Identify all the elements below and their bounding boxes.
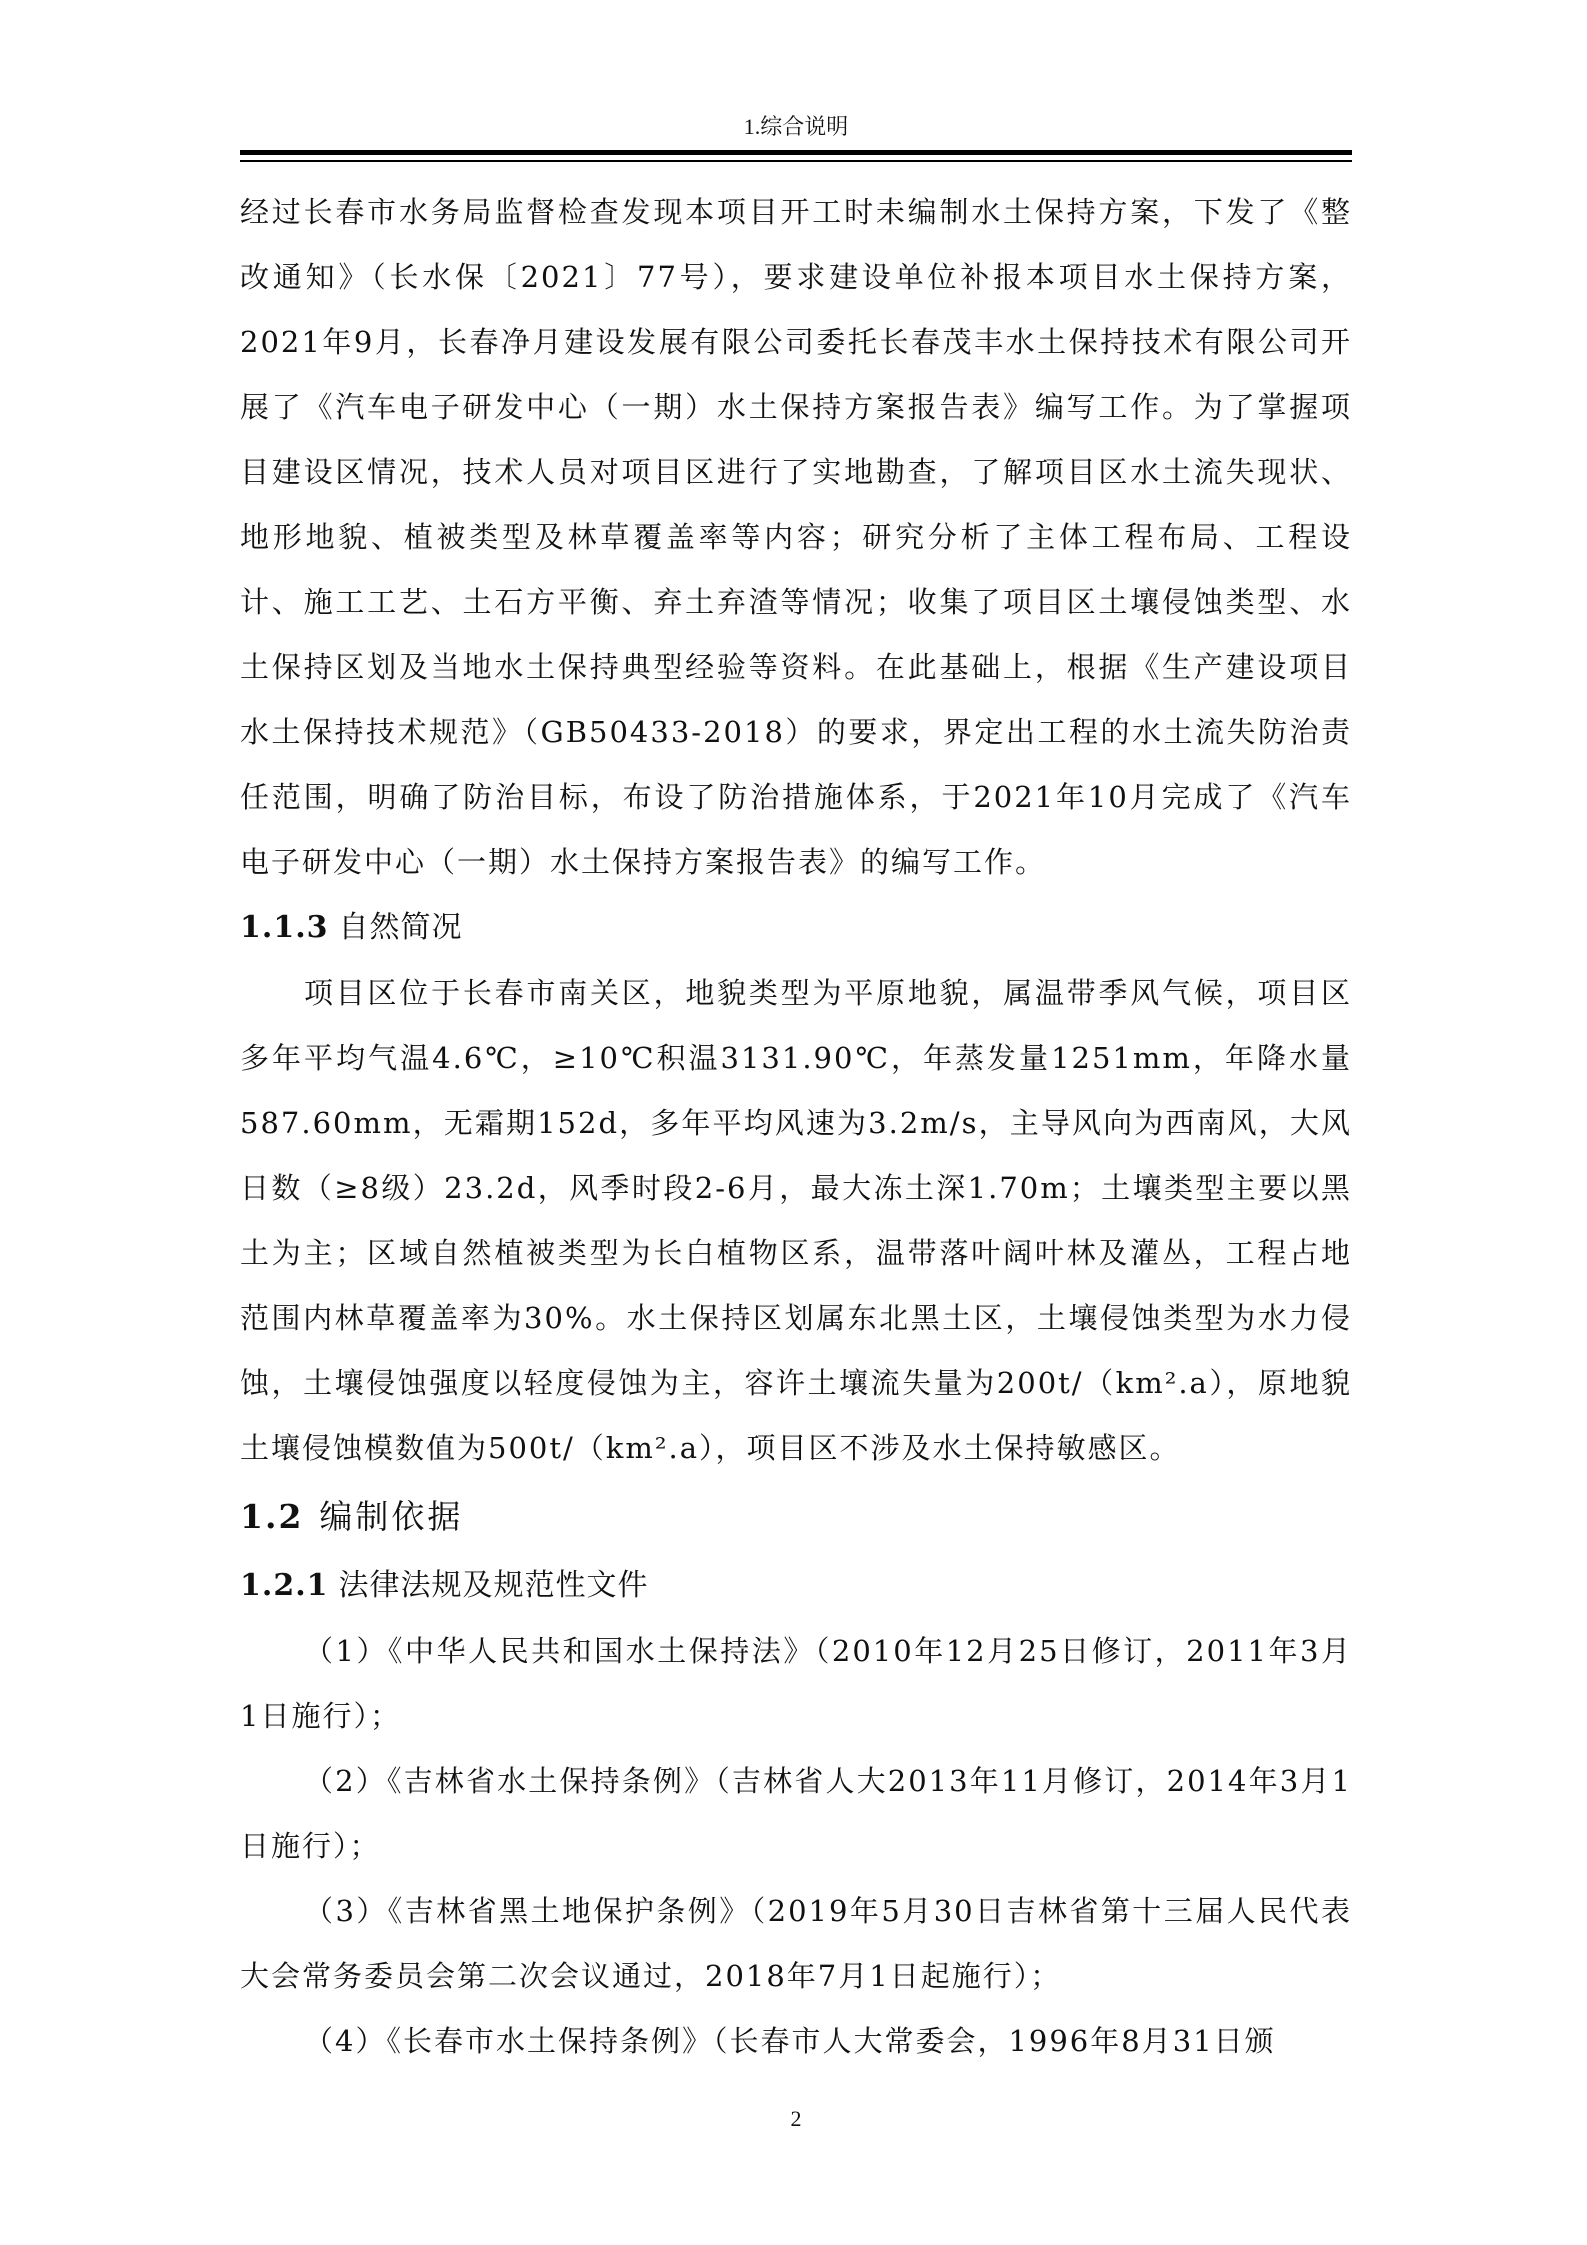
section-heading-1-1-3 (240, 895, 1352, 961)
list-item-law-1: （1）《中华人民共和国水土保持法》（2010年12月25日修订，2011年3月1日施行）； (240, 1634, 1352, 1733)
list-item-law-2: （2）《吉林省水土保持条例》（吉林省人大2013年11月修订，2014年3月1日施行）； (240, 1764, 1352, 1863)
section-number: 1.1.3 (240, 910, 329, 945)
header-rule-thick (240, 150, 1352, 155)
page-header-title: 1.综合说明 (743, 114, 849, 139)
section-number: 1.2.1 (240, 1568, 329, 1603)
page-number: 2 (790, 2106, 802, 2131)
header-rule-thin (240, 160, 1352, 162)
section-title: 自然简况 (338, 910, 463, 945)
paragraph-natural-conditions: 项目区位于长春市南关区，地貌类型为平原地貌，属温带季风气候，项目区多年平均气温4.6℃，≥10℃积温3131.90℃，年蒸发量1251mm，年降水量587.60mm，无霜期152d，多年平均风速为3.2m/s，主导风向为西南风，大风日数（≥8级）23.2d，风季时段2-6月，最大冻土深1.70m；土壤类型主要以黑土为主；区域自然植被类型为长白植物区系，温带落叶阔叶林及灌丛，工程占地范围内林草覆盖率为30%。水土保持区划属东北黑土区，土壤侵蚀类型为水力侵蚀，土壤侵蚀强度以轻度侵蚀为主，容许土壤流失量为200t/（km².a），原地貌土壤侵蚀模数值为500t/（km².a），项目区不涉及水土保持敏感区。 (240, 976, 1352, 1465)
section-heading-1-2 (240, 1481, 1352, 1553)
section-heading-1-2-1 (240, 1553, 1352, 1619)
list-item-law-3: （3）《吉林省黑土地保护条例》（2019年5月30日吉林省第十三届人民代表大会常务委员会第二次会议通过，2018年7月1日起施行）； (240, 1894, 1352, 1993)
paragraph-preparation-background: 经过长春市水务局监督检查发现本项目开工时未编制水土保持方案，下发了《整改通知》（长水保〔2021〕77号），要求建设单位补报本项目水土保持方案，2021年9月，长春净月建设发展有限公司委托长春茂丰水土保持技术有限公司开展了《汽车电子研发中心（一期）水土保持方案报告表》编写工作。为了掌握项目建设区情况，技术人员对项目区进行了实地勘查，了解项目区水土流失现状、地形地貌、植被类型及林草覆盖率等内容；研究分析了主体工程布局、工程设计、施工工艺、土石方平衡、弃土弃渣等情况；收集了项目区土壤侵蚀类型、水土保持区划及当地水土保持典型经验等资料。在此基础上，根据《生产建设项目水土保持技术规范》（GB50433-2018）的要求，界定出工程的水土流失防治责任范围，明确了防治目标，布设了防治措施体系，于2021年10月完成了《汽车电子研发中心（一期）水土保持方案报告表》的编写工作。 (240, 195, 1352, 879)
section-title: 法律法规及规范性文件 (338, 1568, 649, 1603)
section-number: 1.2 (240, 1497, 304, 1536)
list-item-law-4: （4）《长春市水土保持条例》（长春市人大常委会，1996年8月31日颁 (304, 2024, 1276, 2058)
document-body (240, 180, 1352, 2074)
section-title: 编制依据 (319, 1497, 464, 1536)
